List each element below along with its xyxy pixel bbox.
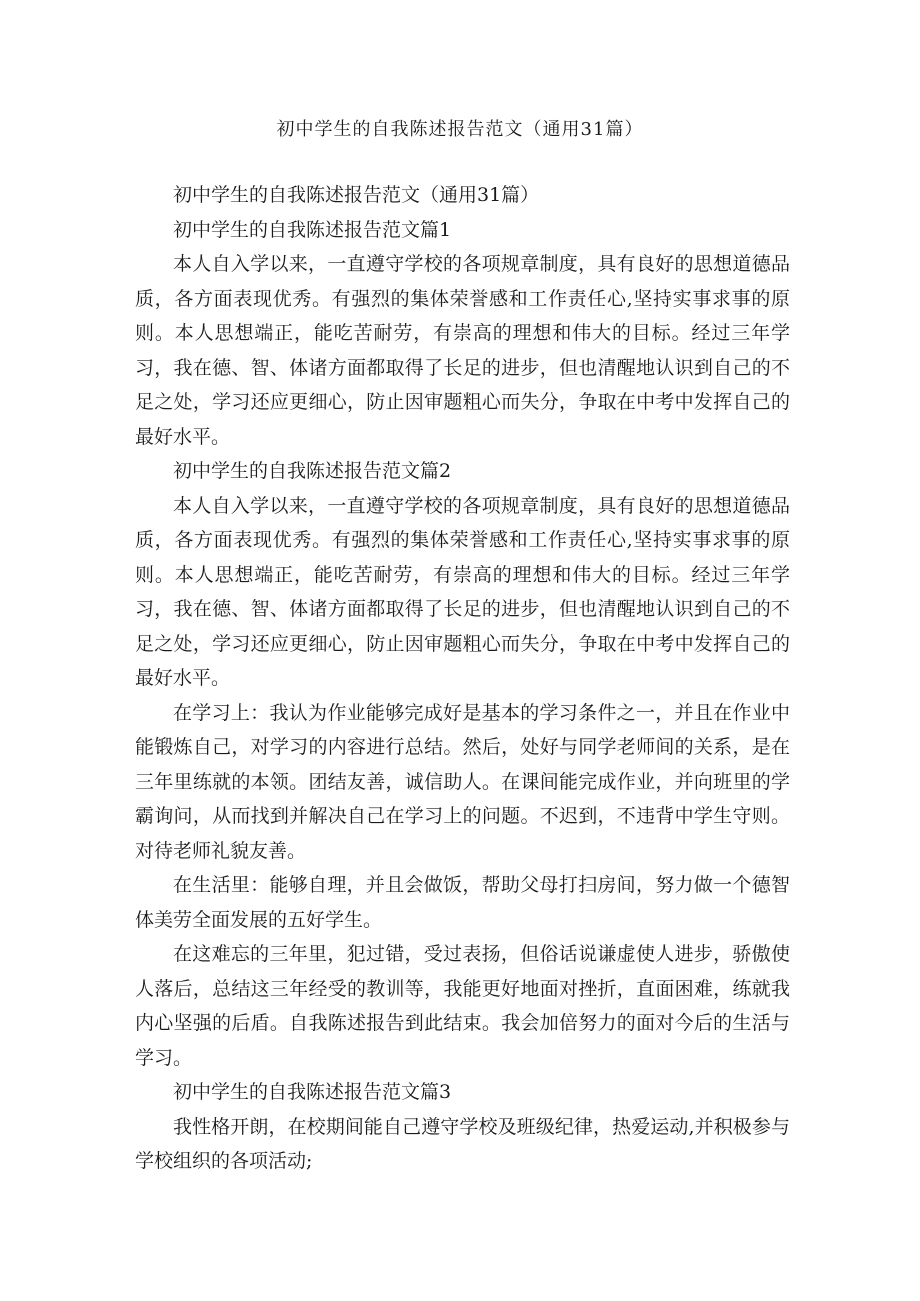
paragraph-life: 在生活里：能够自理，并且会做饭，帮助父母打扫房间，努力做一个德智体美劳全面发展的五好学生。 — [135, 874, 790, 931]
paragraph-2: 本人自入学以来，一直遵守学校的各项规章制度，具有良好的思想道德品质，各方面表现优秀。有强烈的集体荣誉感和工作责任心,坚持实事求事的原则。本人思想端正，能吃苦耐劳，有崇高的理想和伟大的目标。经过三年学习，我在德、智、体诸方面都取得了长足的进步，但也清醒地认识到自己的不足之处，学习还应更细心，防止因审题粗心而失分，争取在中考中发挥自己的最好水平。 — [135, 494, 790, 689]
section-heading-3: 初中学生的自我陈述报告范文篇3 — [173, 1081, 452, 1103]
paragraph-summary: 在这难忘的三年里，犯过错，受过表扬，但俗话说谦虚使人进步，骄傲使人落后，总结这三年经受的教训等，我能更好地面对挫折，直面困难，练就我内心坚强的后盾。自我陈述报告到此结束。我会加倍努力的面对今后的生活与学习。 — [135, 943, 790, 1069]
paragraph-1: 本人自入学以来，一直遵守学校的各项规章制度，具有良好的思想道德品质，各方面表现优秀。有强烈的集体荣誉感和工作责任心,坚持实事求事的原则。本人思想端正，能吃苦耐劳，有崇高的理想和伟大的目标。经过三年学习，我在德、智、体诸方面都取得了长足的进步，但也清醒地认识到自己的不足之处，学习还应更细心，防止因审题粗心而失分，争取在中考中发挥自己的最好水平。 — [135, 253, 790, 448]
section-heading-2: 初中学生的自我陈述报告范文篇2 — [173, 460, 452, 482]
paragraph-3: 我性格开朗，在校期间能自己遵守学校及班级纪律，热爱运动,并积极参与学校组织的各项活动; — [135, 1115, 790, 1172]
intro-heading: 初中学生的自我陈述报告范文（通用31篇） — [173, 184, 540, 206]
document-body — [135, 178, 790, 1179]
section-heading-1: 初中学生的自我陈述报告范文篇1 — [173, 218, 452, 241]
document-title: 初中学生的自我陈述报告范文（通用31篇） — [276, 119, 644, 140]
paragraph-study: 在学习上：我认为作业能够完成好是基本的学习条件之一，并且在作业中能锻炼自己，对学习的内容进行总结。然后，处好与同学老师间的关系，是在三年里练就的本领。团结友善，诚信助人。在课间能完成作业，并向班里的学霸询问，从而找到并解决自己在学习上的问题。不迟到，不违背中学生守则。对待老师礼貌友善。 — [135, 701, 790, 862]
